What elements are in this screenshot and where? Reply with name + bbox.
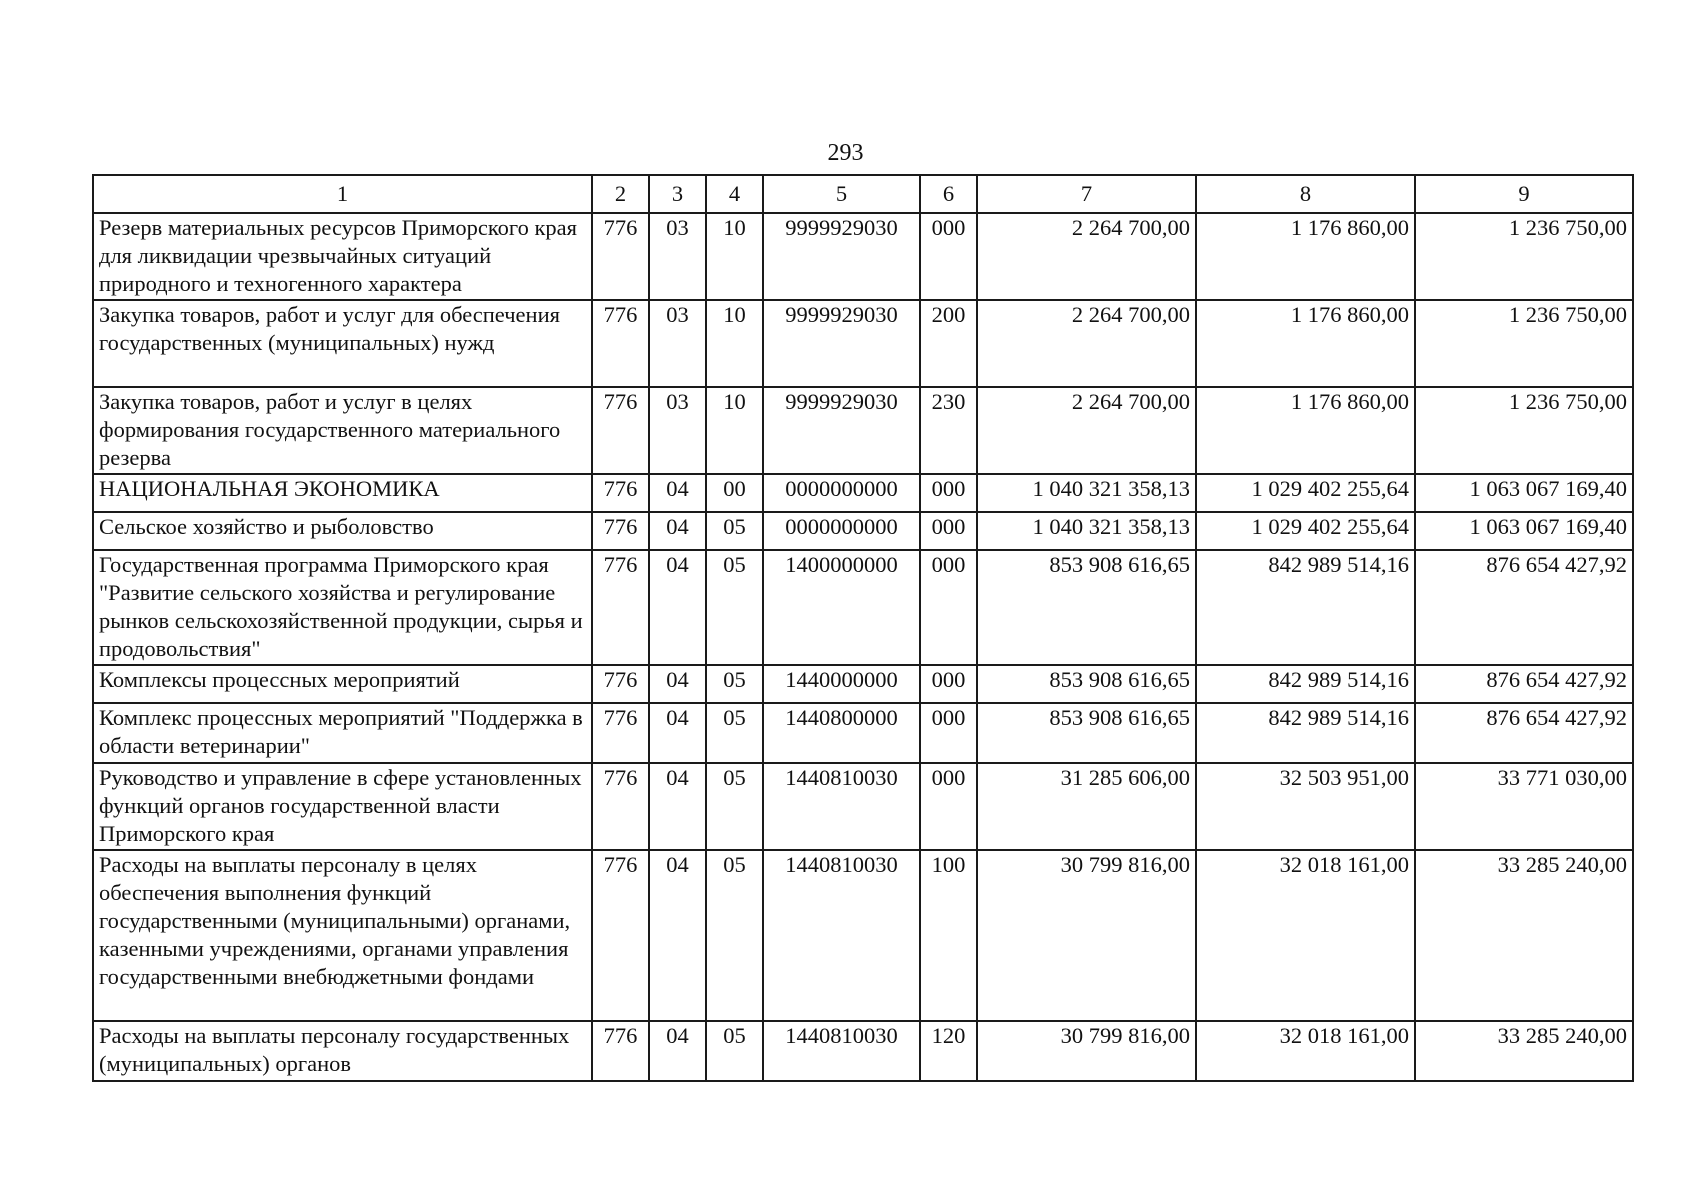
table-row <box>93 703 1633 763</box>
amount-col-9: 1 063 067 169,40 <box>1415 474 1633 512</box>
col-header-2: 2 <box>592 175 649 213</box>
amount-col-9: 1 063 067 169,40 <box>1415 512 1633 550</box>
amount-col-7: 30 799 816,00 <box>977 1021 1196 1081</box>
table-row <box>93 387 1633 474</box>
page-number: 293 <box>827 140 864 166</box>
target-article-code: 9999929030 <box>763 387 920 474</box>
section-code: 04 <box>649 512 706 550</box>
amount-col-9: 876 654 427,92 <box>1415 665 1633 703</box>
table-row <box>93 850 1633 1021</box>
expense-type-code: 000 <box>920 512 977 550</box>
amount-col-7: 31 285 606,00 <box>977 763 1196 850</box>
section-code: 03 <box>649 387 706 474</box>
item-name: Закупка товаров, работ и услуг в целях формирования государственного материального резерва <box>93 387 592 474</box>
col-header-3: 3 <box>649 175 706 213</box>
section-code: 04 <box>649 1021 706 1081</box>
section-code: 03 <box>649 300 706 387</box>
expense-type-code: 000 <box>920 474 977 512</box>
amount-col-8: 1 176 860,00 <box>1196 300 1415 387</box>
ministry-code: 776 <box>592 474 649 512</box>
expense-type-code: 000 <box>920 550 977 665</box>
target-article-code: 1440810030 <box>763 1021 920 1081</box>
table-row <box>93 1021 1633 1081</box>
amount-col-9: 33 285 240,00 <box>1415 1021 1633 1081</box>
subsection-code: 05 <box>706 763 763 850</box>
expense-type-code: 000 <box>920 213 977 300</box>
item-name: Расходы на выплаты персоналу в целях обеспечения выполнения функций государственными (муниципальными) органами, казенными учреждениями, органами управления государственными внебюджетными фондами <box>93 850 592 1021</box>
section-code: 04 <box>649 850 706 1021</box>
expense-type-code: 100 <box>920 850 977 1021</box>
amount-col-8: 32 018 161,00 <box>1196 850 1415 1021</box>
section-code: 04 <box>649 665 706 703</box>
ministry-code: 776 <box>592 850 649 1021</box>
target-article-code: 1400000000 <box>763 550 920 665</box>
item-name: Государственная программа Приморского края "Развитие сельского хозяйства и регулирование рынков сельскохозяйственной продукции, сырья и продовольствия" <box>93 550 592 665</box>
budget-table <box>92 174 1634 1082</box>
amount-col-7: 2 264 700,00 <box>977 387 1196 474</box>
item-name: Закупка товаров, работ и услуг для обеспечения государственных (муниципальных) нужд <box>93 300 592 387</box>
target-article-code: 1440800000 <box>763 703 920 763</box>
item-name: Расходы на выплаты персоналу государственных (муниципальных) органов <box>93 1021 592 1081</box>
expense-type-code: 230 <box>920 387 977 474</box>
amount-col-7: 1 040 321 358,13 <box>977 474 1196 512</box>
section-code: 04 <box>649 474 706 512</box>
table-row <box>93 512 1633 550</box>
table-row <box>93 550 1633 665</box>
target-article-code: 0000000000 <box>763 512 920 550</box>
ministry-code: 776 <box>592 665 649 703</box>
table-row <box>93 763 1633 850</box>
subsection-code: 05 <box>706 665 763 703</box>
expense-type-code: 000 <box>920 665 977 703</box>
ministry-code: 776 <box>592 550 649 665</box>
subsection-code: 00 <box>706 474 763 512</box>
col-header-8: 8 <box>1196 175 1415 213</box>
amount-col-7: 2 264 700,00 <box>977 213 1196 300</box>
amount-col-7: 2 264 700,00 <box>977 300 1196 387</box>
subsection-code: 10 <box>706 300 763 387</box>
subsection-code: 05 <box>706 1021 763 1081</box>
col-header-1: 1 <box>93 175 592 213</box>
subsection-code: 05 <box>706 550 763 665</box>
amount-col-8: 842 989 514,16 <box>1196 665 1415 703</box>
ministry-code: 776 <box>592 763 649 850</box>
col-header-4: 4 <box>706 175 763 213</box>
amount-col-8: 1 176 860,00 <box>1196 213 1415 300</box>
item-name: Сельское хозяйство и рыболовство <box>93 512 592 550</box>
expense-type-code: 200 <box>920 300 977 387</box>
ministry-code: 776 <box>592 703 649 763</box>
table-row <box>93 665 1633 703</box>
amount-col-7: 853 908 616,65 <box>977 703 1196 763</box>
amount-col-8: 1 029 402 255,64 <box>1196 474 1415 512</box>
target-article-code: 9999929030 <box>763 213 920 300</box>
amount-col-8: 32 018 161,00 <box>1196 1021 1415 1081</box>
amount-col-8: 842 989 514,16 <box>1196 703 1415 763</box>
ministry-code: 776 <box>592 512 649 550</box>
amount-col-8: 1 176 860,00 <box>1196 387 1415 474</box>
col-header-7: 7 <box>977 175 1196 213</box>
section-code: 04 <box>649 703 706 763</box>
table-row <box>93 213 1633 300</box>
item-name: Резерв материальных ресурсов Приморского края для ликвидации чрезвычайных ситуаций природного и техногенного характера <box>93 213 592 300</box>
expense-type-code: 000 <box>920 703 977 763</box>
subsection-code: 10 <box>706 213 763 300</box>
section-code: 03 <box>649 213 706 300</box>
ministry-code: 776 <box>592 213 649 300</box>
amount-col-8: 1 029 402 255,64 <box>1196 512 1415 550</box>
amount-col-7: 853 908 616,65 <box>977 665 1196 703</box>
expense-type-code: 000 <box>920 763 977 850</box>
section-code: 04 <box>649 763 706 850</box>
subsection-code: 05 <box>706 850 763 1021</box>
col-header-5: 5 <box>763 175 920 213</box>
ministry-code: 776 <box>592 300 649 387</box>
subsection-code: 10 <box>706 387 763 474</box>
amount-col-8: 842 989 514,16 <box>1196 550 1415 665</box>
amount-col-9: 1 236 750,00 <box>1415 387 1633 474</box>
ministry-code: 776 <box>592 387 649 474</box>
target-article-code: 1440810030 <box>763 850 920 1021</box>
amount-col-9: 1 236 750,00 <box>1415 213 1633 300</box>
target-article-code: 1440810030 <box>763 763 920 850</box>
target-article-code: 1440000000 <box>763 665 920 703</box>
target-article-code: 0000000000 <box>763 474 920 512</box>
table-row <box>93 474 1633 512</box>
header-row <box>93 175 1633 213</box>
amount-col-9: 33 771 030,00 <box>1415 763 1633 850</box>
amount-col-8: 32 503 951,00 <box>1196 763 1415 850</box>
amount-col-7: 1 040 321 358,13 <box>977 512 1196 550</box>
col-header-9: 9 <box>1415 175 1633 213</box>
item-name: Комплексы процессных мероприятий <box>93 665 592 703</box>
col-header-6: 6 <box>920 175 977 213</box>
amount-col-9: 876 654 427,92 <box>1415 703 1633 763</box>
amount-col-9: 1 236 750,00 <box>1415 300 1633 387</box>
amount-col-9: 33 285 240,00 <box>1415 850 1633 1021</box>
item-name: НАЦИОНАЛЬНАЯ ЭКОНОМИКА <box>93 474 592 512</box>
item-name: Руководство и управление в сфере установленных функций органов государственной власти Приморского края <box>93 763 592 850</box>
subsection-code: 05 <box>706 512 763 550</box>
expense-type-code: 120 <box>920 1021 977 1081</box>
amount-col-7: 853 908 616,65 <box>977 550 1196 665</box>
subsection-code: 05 <box>706 703 763 763</box>
item-name: Комплекс процессных мероприятий "Поддержка в области ветеринарии" <box>93 703 592 763</box>
ministry-code: 776 <box>592 1021 649 1081</box>
section-code: 04 <box>649 550 706 665</box>
amount-col-7: 30 799 816,00 <box>977 850 1196 1021</box>
target-article-code: 9999929030 <box>763 300 920 387</box>
amount-col-9: 876 654 427,92 <box>1415 550 1633 665</box>
table-row <box>93 300 1633 387</box>
